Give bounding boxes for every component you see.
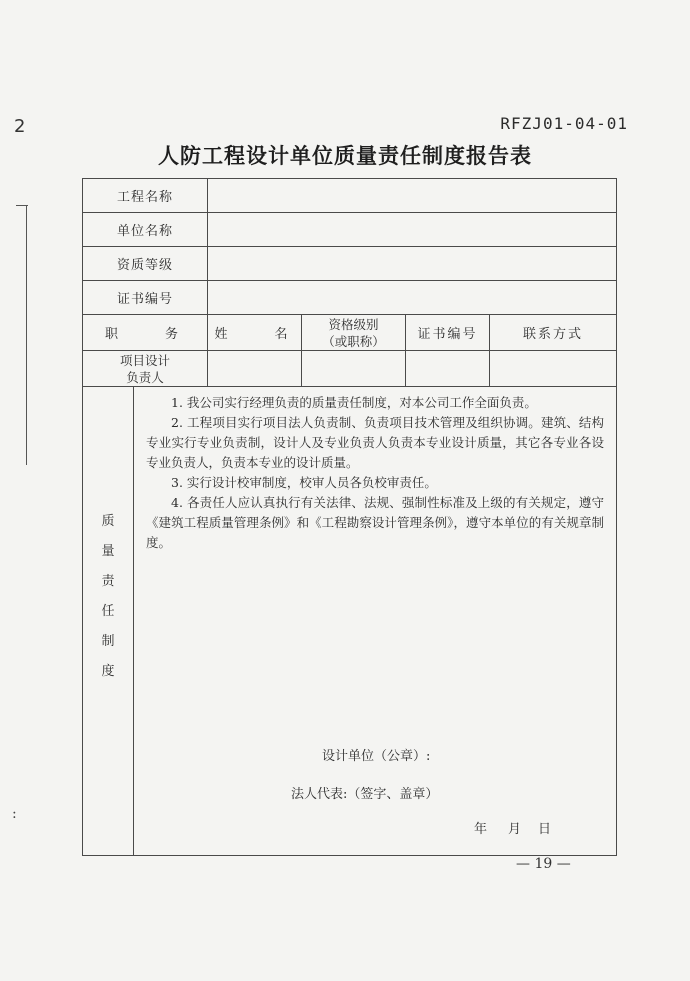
row-personnel-headers xyxy=(83,315,617,351)
margin-dots: : xyxy=(12,806,17,822)
label-project-lead-line2: 负责人 xyxy=(126,369,164,385)
quality-char: 质 xyxy=(101,514,115,529)
label-certificate-number: 证书编号 xyxy=(83,281,208,315)
row-quality-system xyxy=(83,387,617,856)
label-project-lead xyxy=(83,351,208,387)
quality-char: 度 xyxy=(101,664,115,679)
label-quality-system xyxy=(83,387,134,856)
quality-char: 任 xyxy=(101,604,115,619)
value-qualification-grade[interactable] xyxy=(208,247,617,281)
header-contact: 联系方式 xyxy=(490,315,617,351)
margin-page-mark: 2 xyxy=(14,116,26,137)
value-lead-qualification[interactable] xyxy=(302,351,406,387)
row-project-name xyxy=(83,179,617,213)
quality-system-vertical-label xyxy=(101,507,115,687)
binding-edge-line xyxy=(26,205,27,465)
quality-system-content xyxy=(134,387,617,856)
row-unit-name xyxy=(83,213,617,247)
policy-paragraph-1: 1. 我公司实行经理负责的质量责任制度，对本公司工作全面负责。 xyxy=(171,395,537,410)
policy-paragraph-3: 3. 实行设计校审制度，校审人员各负校审责任。 xyxy=(171,475,437,490)
header-qualification-line1: 资格级别 xyxy=(328,316,379,332)
header-position: 职 务 xyxy=(83,315,208,351)
date-year-label: 年 xyxy=(474,822,488,837)
value-certificate-number[interactable] xyxy=(208,281,617,315)
signature-legal-rep: 法人代表:（签字、盖章） xyxy=(291,787,439,802)
row-project-lead xyxy=(83,351,617,387)
quality-char: 责 xyxy=(101,574,115,589)
label-unit-name: 单位名称 xyxy=(83,213,208,247)
value-lead-contact[interactable] xyxy=(490,351,617,387)
quality-char: 制 xyxy=(101,634,115,649)
document-title: 人防工程设计单位质量责任制度报告表 xyxy=(158,143,532,168)
row-qualification-grade xyxy=(83,247,617,281)
signature-unit-seal: 设计单位（公章）: xyxy=(322,749,431,764)
value-project-name[interactable] xyxy=(208,179,617,213)
report-form-table xyxy=(82,178,617,856)
value-lead-name[interactable] xyxy=(208,351,302,387)
header-name: 姓 名 xyxy=(208,315,302,351)
header-qualification-line2: （或职称） xyxy=(322,333,385,349)
header-qualification xyxy=(302,315,406,351)
label-qualification-grade: 资质等级 xyxy=(83,247,208,281)
date-day-label: 日 xyxy=(538,822,552,837)
quality-char: 量 xyxy=(101,544,115,559)
label-project-lead-line1: 项目设计 xyxy=(120,352,171,368)
value-lead-certificate[interactable] xyxy=(406,351,490,387)
value-unit-name[interactable] xyxy=(208,213,617,247)
form-code: RFZJ01-04-01 xyxy=(500,114,628,133)
label-project-name: 工程名称 xyxy=(83,179,208,213)
binding-edge-tick xyxy=(16,205,28,206)
header-certificate: 证书编号 xyxy=(406,315,490,351)
footer-page-number: — 19 — xyxy=(516,856,571,872)
date-month-label: 月 xyxy=(508,822,522,837)
policy-paragraph-2: 2. 工程项目实行项目法人负责制、负责项目技术管理及组织协调。建筑、结构专业实行专业负责制，设计人及专业负责人负责本专业设计质量，其它各专业各设专业负责人，负责本专业的设计质量。 xyxy=(146,415,605,470)
policy-paragraph-4: 4. 各责任人应认真执行有关法律、法规、强制性标准及上级的有关规定，遵守《建筑工程质量管理条例》和《工程勘察设计管理条例》，遵守本单位的有关规章制度。 xyxy=(146,495,605,550)
row-certificate-number xyxy=(83,281,617,315)
